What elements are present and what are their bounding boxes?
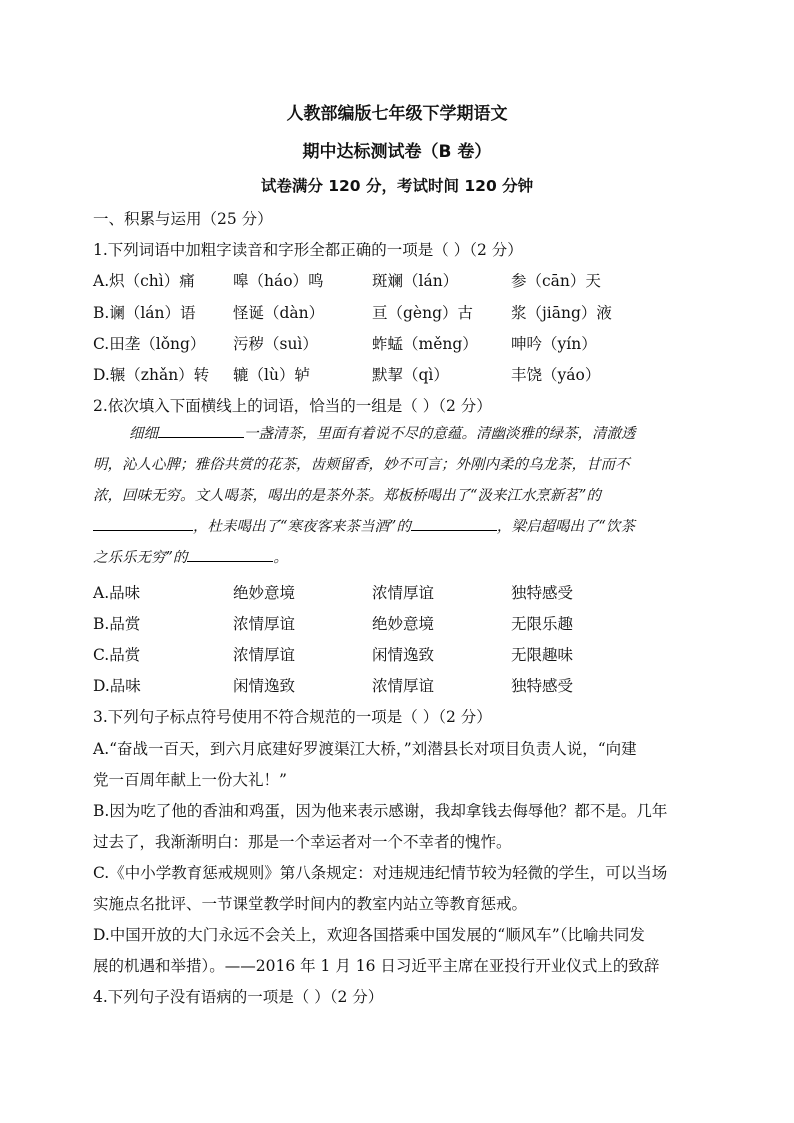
q2-passage-text: 。 — [273, 550, 288, 566]
q2-option-a-2: 绝妙意境 — [233, 584, 296, 602]
q1-option-a-4: 参（cān）天 — [511, 272, 601, 290]
q2-option-d-2: 闲情逸致 — [233, 677, 296, 695]
q2-option-d-4: 独特感受 — [511, 677, 574, 695]
q3-option-a-cont: 党一百周年献上一份大礼！” — [93, 771, 287, 789]
q4-stem: 4.下列句子没有语病的一项是（ ）（2 分） — [93, 988, 384, 1006]
q2-option-c-1: C.品赏 — [93, 646, 141, 664]
q3-option-a: A.“奋战一百天，到六月底建好罗渡渠江大桥，”刘潜县长对项目负责人说，“向建 — [93, 740, 637, 758]
q3-option-c: C.《中小学教育惩戒规则》第八条规定：对违规违纪情节较为轻微的学生，可以当场 — [93, 864, 668, 882]
q2-option-a-3: 浓情厚谊 — [372, 584, 435, 602]
q2-passage — [93, 419, 697, 574]
q2-passage-line-2: 明，沁人心脾；雅俗共赏的花茶，齿颊留香，妙不可言；外刚内柔的乌龙茶，甘而不 — [93, 457, 630, 473]
q3-stem: 3.下列句子标点符号使用不符合规范的一项是（ ）（2 分） — [93, 708, 492, 726]
q1-option-c-4: 呻吟（yín） — [511, 335, 597, 353]
q2-option-b-3: 绝妙意境 — [372, 615, 435, 633]
q1-option-d-3: 默挈（qì） — [372, 366, 449, 384]
q2-blank-3 — [411, 516, 497, 531]
q2-passage-line-4 — [93, 512, 697, 543]
q1-option-a-3: 斑斓（lán） — [372, 272, 459, 290]
q2-passage-text: ，杜耒喝出了“寒夜客来茶当酒”的 — [193, 519, 411, 535]
q3-option-c-cont: 实施点名批评、一节课堂教学时间内的教室内站立等教育惩戒。 — [93, 895, 528, 913]
q2-option-d-1: D.品味 — [93, 677, 141, 695]
q2-passage-line-5 — [93, 543, 697, 574]
q1-stem: 1.下列词语中加粗字读音和字形全都正确的一项是（ ）（2 分） — [93, 241, 523, 259]
q2-stem: 2.依次填入下面横线上的词语，恰当的一组是（ ）（2 分） — [93, 397, 492, 415]
q1-option-b-4: 浆（jiāng）液 — [511, 304, 612, 322]
q2-blank-4 — [187, 547, 273, 562]
q1-option-b-1: B.谰（lán）语 — [93, 304, 196, 322]
exam-subtitle: 期中达标测试卷（B 卷） — [302, 142, 492, 162]
q1-option-c-2: 污秽（suì） — [233, 335, 318, 353]
q1-option-b-3: 亘（gèng）古 — [372, 304, 474, 322]
exam-title: 人教部编版七年级下学期语文 — [286, 104, 508, 124]
q1-option-d-2: 辘（lù）轳 — [233, 366, 310, 384]
q1-option-c-3: 蚱蜢（měng） — [372, 335, 478, 353]
q1-option-d-4: 丰饶（yáo） — [511, 366, 601, 384]
q3-option-b-cont: 过去了，我渐渐明白：那是一个幸运者对一个不幸者的愧怍。 — [93, 833, 512, 851]
q2-blank-2 — [93, 516, 193, 531]
exam-info: 试卷满分 120 分，考试时间 120 分钟 — [260, 177, 534, 195]
q2-option-a-4: 独特感受 — [511, 584, 574, 602]
q1-option-c-1: C.田垄（lǒng） — [93, 335, 206, 353]
q3-option-b: B.因为吃了他的香油和鸡蛋，因为他来表示感谢，我却拿钱去侮辱他？都不是。几年 — [93, 802, 668, 820]
q3-option-d-cont: 展的机遇和举措）。——2016 年 1 月 16 日习近平主席在亚投行开业仪式上的致辞 — [93, 957, 660, 975]
q2-option-d-3: 浓情厚谊 — [372, 677, 435, 695]
q2-passage-line-1 — [93, 419, 697, 450]
q2-option-a-1: A.品味 — [93, 584, 141, 602]
section-heading: 一、积累与运用（25 分） — [93, 210, 273, 228]
q1-option-d-1: D.辗（zhǎn）转 — [93, 366, 210, 384]
q2-passage-text: 细细 — [129, 426, 158, 442]
q2-passage-text: 一盏清茶，里面有着说不尽的意蕴。清幽淡雅的绿茶，清澈透 — [244, 426, 636, 442]
q2-option-b-2: 浓情厚谊 — [233, 615, 296, 633]
q3-option-d: D.中国开放的大门永远不会关上，欢迎各国搭乘中国发展的“顺风车”（比喻共同发 — [93, 926, 645, 944]
q2-blank-1 — [158, 423, 244, 438]
q2-passage-line-3: 浓，回味无穷。文人喝茶，喝出的是茶外茶。郑板桥喝出了“汲来江水烹新茗”的 — [93, 488, 601, 504]
q2-option-c-2: 浓情厚谊 — [233, 646, 296, 664]
q2-option-b-1: B.品赏 — [93, 615, 141, 633]
q2-option-c-4: 无限趣味 — [511, 646, 574, 664]
q2-passage-text: 之乐乐无穷”的 — [93, 550, 188, 566]
q1-option-a-2: 嗥（háo）鸣 — [233, 272, 324, 290]
q1-option-b-2: 怪诞（dàn） — [233, 304, 325, 322]
q2-option-c-3: 闲情逸致 — [372, 646, 435, 664]
q2-option-b-4: 无限乐趣 — [511, 615, 574, 633]
q1-option-a-1: A.炽（chì）痛 — [93, 272, 195, 290]
q2-passage-text: ，梁启超喝出了“饮茶 — [496, 519, 635, 535]
